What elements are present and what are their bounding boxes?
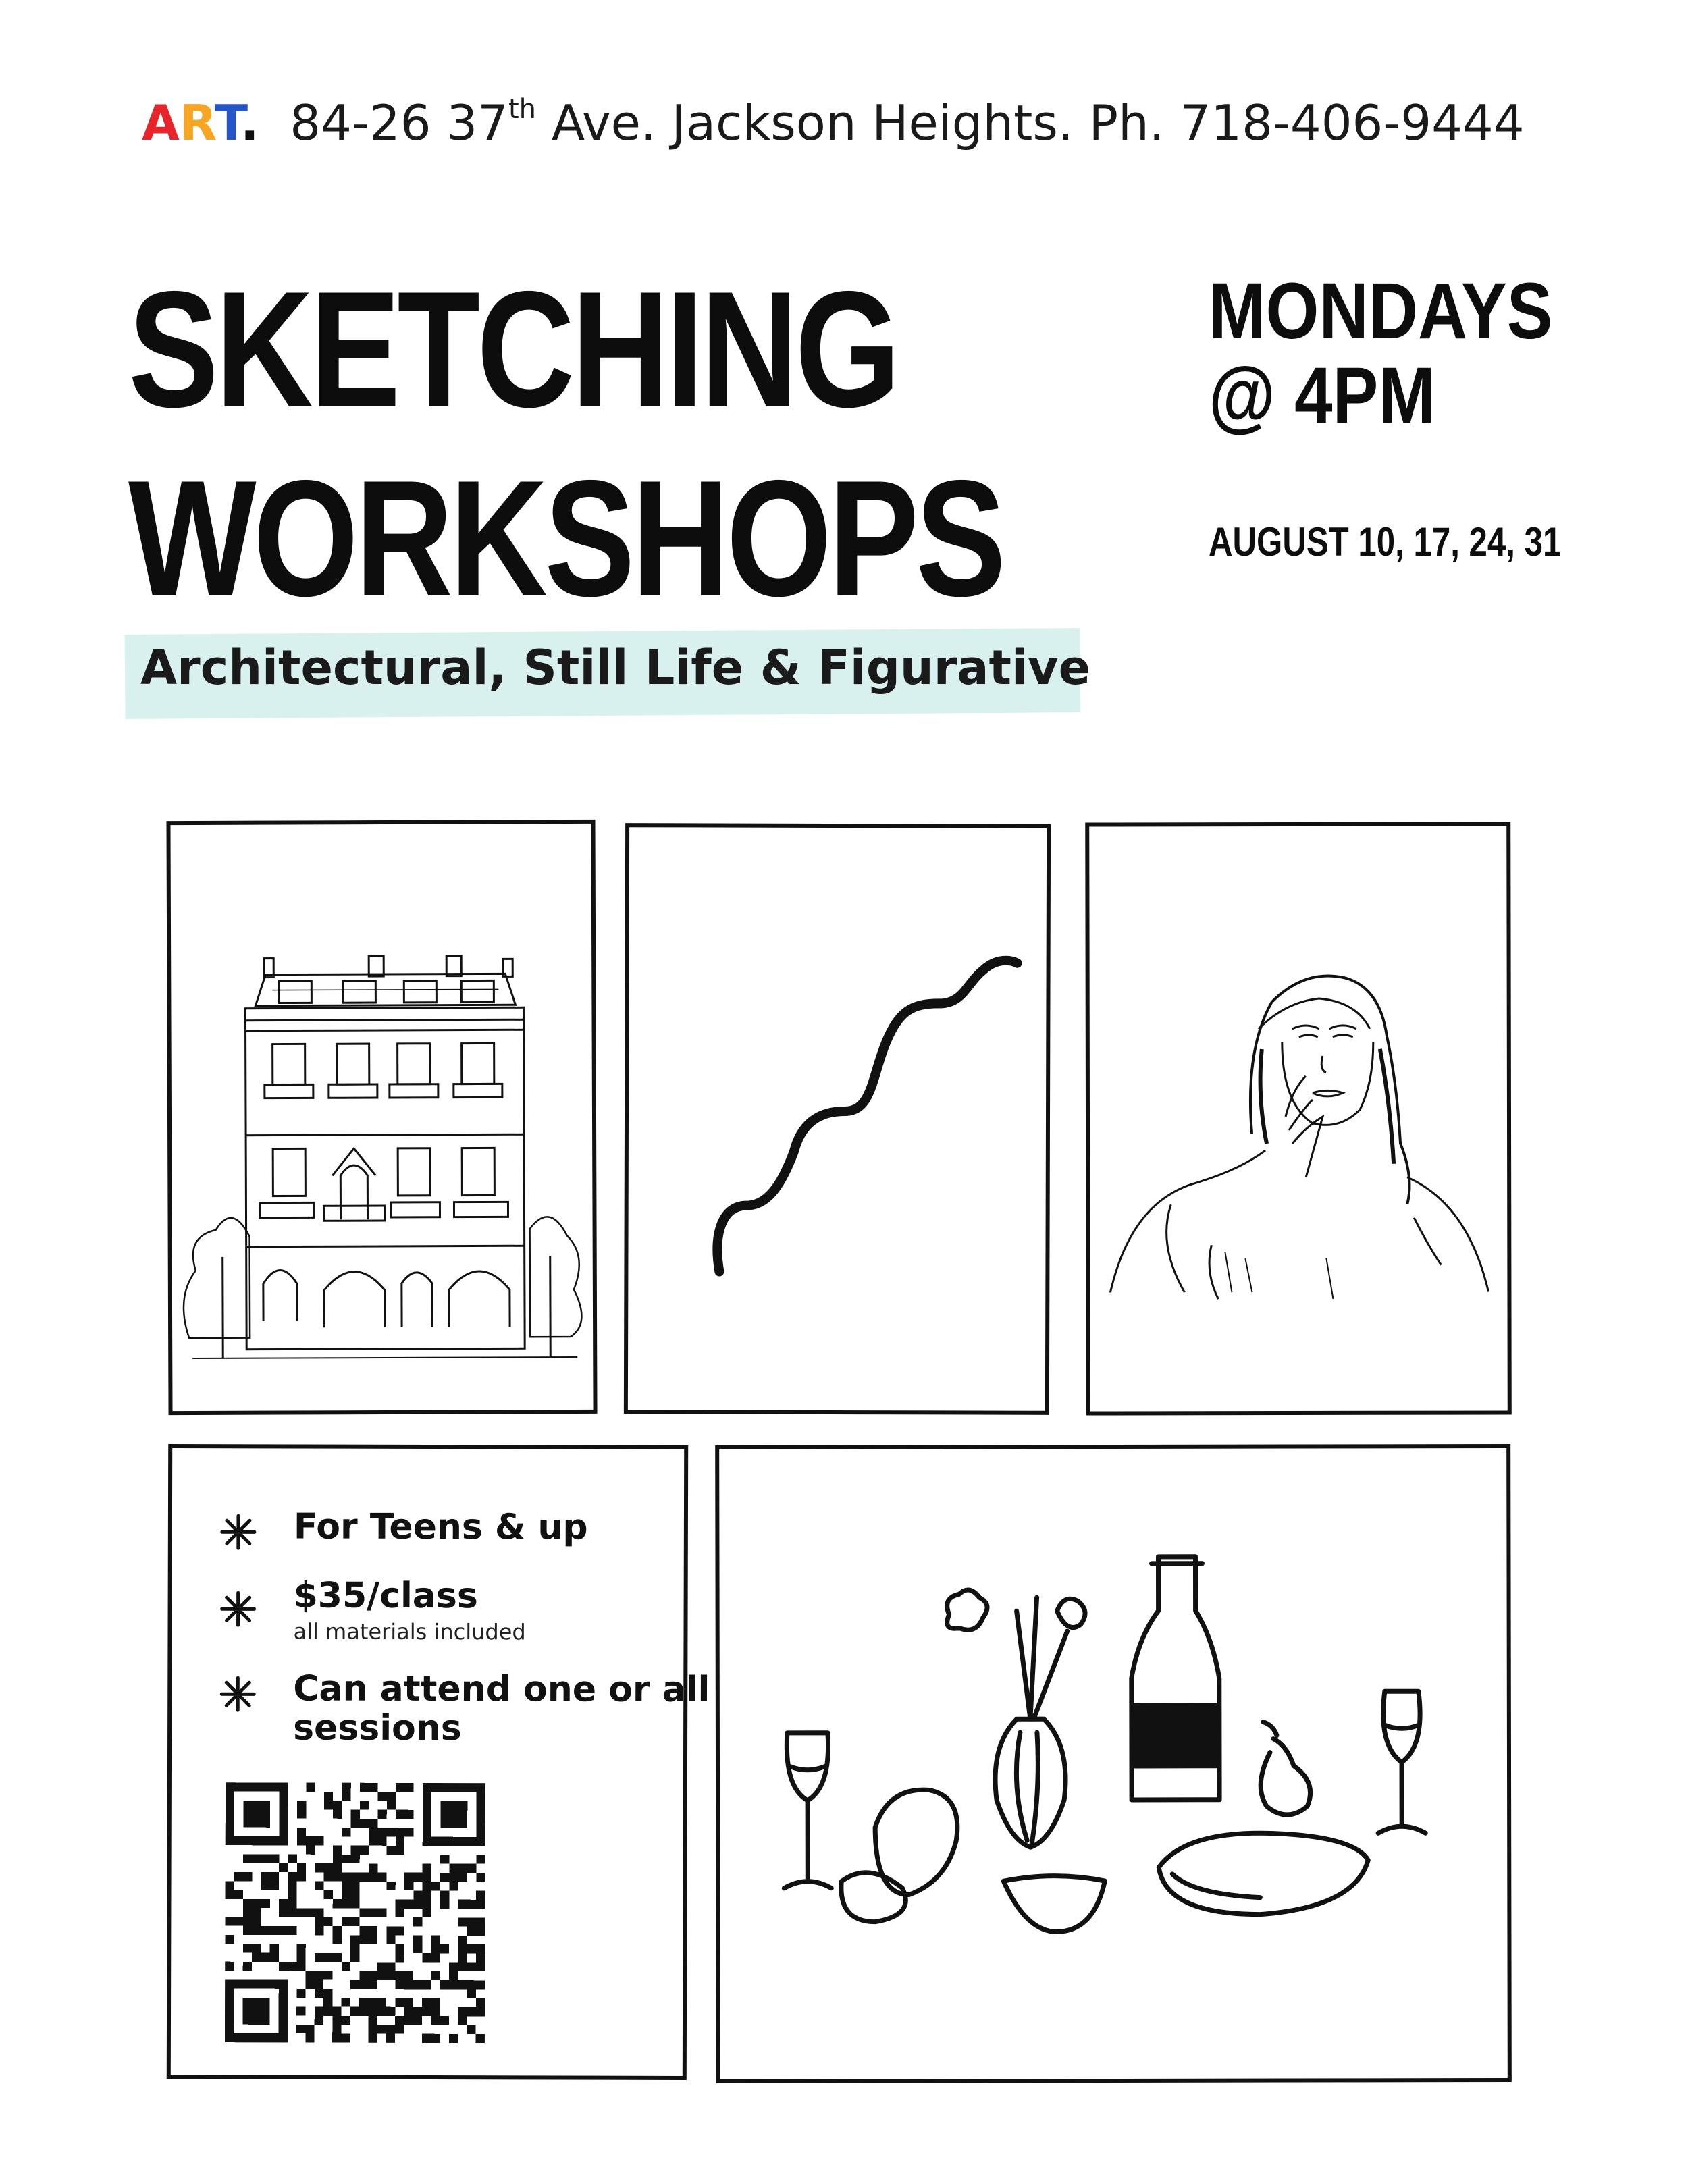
asterisk-icon — [219, 1513, 257, 1551]
bullet-price-note: all materials included — [293, 1618, 526, 1645]
logo-letter: A — [142, 95, 180, 151]
bullet-sessions-text: Can attend one or all — [293, 1668, 710, 1711]
subtitle: Architectural, Still Life & Figurative — [140, 640, 1091, 695]
header-line — [142, 95, 1525, 151]
asterisk-icon — [219, 1590, 257, 1628]
title-line-1: SKETCHING — [128, 257, 897, 442]
logo-letter: T — [214, 95, 241, 151]
architectural-sketch-panel — [166, 820, 597, 1415]
building-sketch — [170, 824, 593, 1411]
address-ordinal: th — [508, 94, 537, 125]
art-logo — [142, 95, 259, 151]
logo-letter: . — [240, 95, 259, 151]
bullet-sessions-text-2: sessions — [293, 1707, 462, 1749]
portrait-sketch — [1089, 826, 1508, 1411]
logo-letter: R — [179, 95, 215, 151]
info-panel — [167, 1444, 710, 2080]
schedule-day: MONDAYS — [1209, 267, 1553, 356]
still-life-sketch — [719, 1448, 1508, 2079]
address-phone-text: Ave. Jackson Heights. Ph. 718-406-9444 — [536, 95, 1525, 151]
asterisk-icon — [219, 1675, 257, 1713]
line-sketch-panel — [624, 823, 1051, 1415]
title-line-2: WORKSHOPS — [128, 446, 1003, 631]
qr-code[interactable] — [225, 1782, 485, 2043]
schedule-time: @ 4PM — [1209, 351, 1435, 440]
still-life-sketch-panel — [715, 1444, 1512, 2083]
bullet-age-text: For Teens & up — [293, 1506, 588, 1548]
figurative-sketch-panel — [1085, 822, 1512, 1415]
squiggle-line — [628, 827, 1047, 1411]
bullet-price-text: $35/class — [293, 1575, 478, 1617]
schedule-dates: AUGUST 10, 17, 24, 31 — [1209, 519, 1562, 564]
address-text: 84-26 37 — [290, 95, 508, 151]
